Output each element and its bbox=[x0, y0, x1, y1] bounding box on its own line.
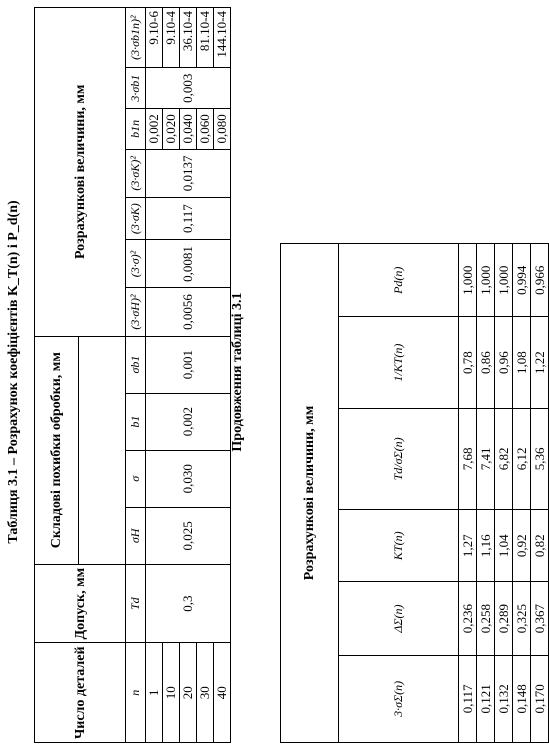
cell-c7: 9.10-6 bbox=[146, 8, 163, 68]
cell-sigma-b1: 0,001 bbox=[146, 336, 231, 393]
cell-b1n: 0,080 bbox=[214, 109, 231, 150]
cell: 0,86 bbox=[477, 317, 495, 408]
col-delta-sum: ΔΣ(n) bbox=[339, 582, 459, 655]
cell: 0,236 bbox=[459, 582, 477, 655]
cell-td: 0,3 bbox=[146, 564, 231, 643]
sym-sigma-b1: σb1 bbox=[126, 336, 146, 393]
cell-b1n: 0,060 bbox=[197, 109, 214, 150]
sym-c7: (3·σb1n)² bbox=[126, 8, 146, 68]
sym-c4: (3·σK)² bbox=[126, 149, 146, 197]
cell: 0,82 bbox=[531, 510, 549, 582]
cell-n: 10 bbox=[163, 643, 180, 743]
cell: 1,000 bbox=[477, 244, 495, 317]
table1-caption: Таблиця 3.1 – Розрахунок коефіцієнтів K_Т(n) і P_d(n) bbox=[6, 200, 21, 544]
cell-c7: 81.10-4 bbox=[197, 8, 214, 68]
cell: 0,966 bbox=[531, 244, 549, 317]
cell: 0,148 bbox=[513, 655, 531, 742]
header-count: Число деталей bbox=[35, 643, 126, 743]
cell: 0,121 bbox=[477, 655, 495, 742]
cell-sigma-h: 0,025 bbox=[146, 507, 231, 564]
cell-n: 40 bbox=[214, 643, 231, 743]
cell-c7: 36.10-4 bbox=[180, 8, 197, 68]
cell: 1,27 bbox=[459, 510, 477, 582]
cell: 0,117 bbox=[459, 655, 477, 742]
cell-c3: 0,117 bbox=[146, 197, 231, 240]
sym-sigma: σ bbox=[126, 450, 146, 507]
cell: 0,994 bbox=[513, 244, 531, 317]
cell: 1,16 bbox=[477, 510, 495, 582]
table-row bbox=[146, 8, 163, 743]
cell-c4: 0,0137 bbox=[146, 149, 231, 197]
cell: 1,000 bbox=[495, 244, 513, 317]
cell-b1n: 0,020 bbox=[163, 109, 180, 150]
sym-c2: (3·σ)² bbox=[126, 240, 146, 288]
table-3-1 bbox=[34, 7, 231, 743]
cell: 7,41 bbox=[477, 408, 495, 509]
cell: 5,36 bbox=[531, 408, 549, 509]
cell: 7,68 bbox=[459, 408, 477, 509]
sym-b1: b1 bbox=[126, 393, 146, 450]
table-row bbox=[513, 244, 531, 743]
sym-c6: 3·σb1 bbox=[126, 68, 146, 109]
cell-c2: 0,0081 bbox=[146, 240, 231, 288]
cell: 6,12 bbox=[513, 408, 531, 509]
sym-c3: (3·σK) bbox=[126, 197, 146, 240]
cell-b1n: 0,040 bbox=[180, 109, 197, 150]
cell: 0,132 bbox=[495, 655, 513, 742]
col-td-sigma: Td/σΣ(n) bbox=[339, 408, 459, 509]
cell: 1,08 bbox=[513, 317, 531, 408]
col-inv-kt: 1/KТ(n) bbox=[339, 317, 459, 408]
cell-c7: 144.10-4 bbox=[214, 8, 231, 68]
cell-n: 30 bbox=[197, 643, 214, 743]
col-kt: KТ(n) bbox=[339, 510, 459, 582]
table2-caption: Продовження таблиці 3.1 bbox=[230, 292, 245, 452]
sym-n: n bbox=[126, 643, 146, 743]
table-row bbox=[531, 244, 549, 743]
header-tolerance: Допуск, мм bbox=[35, 564, 126, 643]
cell: 0,96 bbox=[495, 317, 513, 408]
cell: 6,82 bbox=[495, 408, 513, 509]
cell-n: 20 bbox=[180, 643, 197, 743]
cell-b1: 0,002 bbox=[146, 393, 231, 450]
col-pd: Pd(n) bbox=[339, 244, 459, 317]
cell: 0,92 bbox=[513, 510, 531, 582]
table-3-1-continued bbox=[280, 243, 549, 743]
cell-n: 1 bbox=[146, 643, 163, 743]
cell: 0,325 bbox=[513, 582, 531, 655]
table-row bbox=[495, 244, 513, 743]
sym-c5: b1n bbox=[126, 109, 146, 150]
cell: 0,258 bbox=[477, 582, 495, 655]
table-row bbox=[459, 244, 477, 743]
cell: 0,78 bbox=[459, 317, 477, 408]
cell: 1,000 bbox=[459, 244, 477, 317]
cell: 1,04 bbox=[495, 510, 513, 582]
col-3sigma-sum: 3·σΣ(n) bbox=[339, 655, 459, 742]
group-header: Розрахункові величини, мм bbox=[281, 244, 339, 743]
sym-td: Td bbox=[126, 564, 146, 643]
header-calculated: Розрахункові величини, мм bbox=[35, 8, 126, 337]
cell: 0,289 bbox=[495, 582, 513, 655]
header-components: Складові похибки обробки, мм bbox=[35, 336, 79, 564]
cell: 1,22 bbox=[531, 317, 549, 408]
sym-c1: (3·σH)² bbox=[126, 288, 146, 336]
cell-c7: 9.10-4 bbox=[163, 8, 180, 68]
cell: 0,170 bbox=[531, 655, 549, 742]
cell-c6: 0,003 bbox=[146, 68, 231, 109]
sym-sigma-h: σH bbox=[126, 507, 146, 564]
cell-c1: 0,0056 bbox=[146, 288, 231, 336]
cell-b1n: 0,002 bbox=[146, 109, 163, 150]
table-row bbox=[477, 244, 495, 743]
cell: 0,367 bbox=[531, 582, 549, 655]
cell-sigma: 0,030 bbox=[146, 450, 231, 507]
